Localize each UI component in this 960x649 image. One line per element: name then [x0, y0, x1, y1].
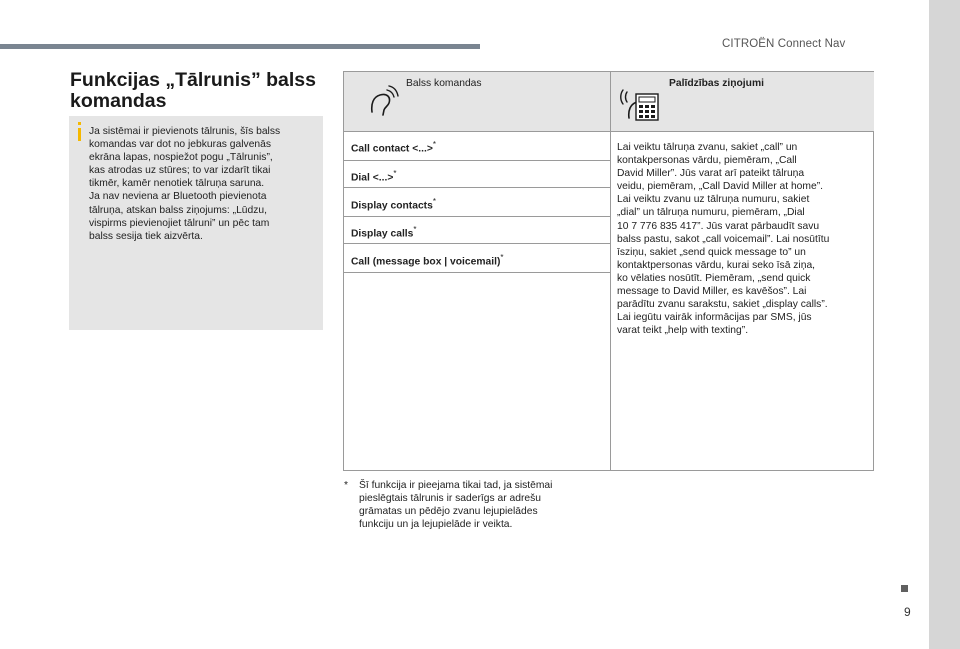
brand-label: CITROËN Connect Nav [722, 38, 846, 50]
command-row [344, 189, 610, 217]
footnote-star: * [344, 480, 349, 491]
table-header-left [344, 72, 610, 131]
voice-command-table [343, 71, 874, 471]
help-message-text: Lai veiktu tālruņa zvanu, sakiet „call” un kontakpersonas vārdu, piemēram, „Call David Miller”. Jūs varat arī pateikt tālruņa veidu, piemēram, „Call David Miller at home”. Lai veiktu zvanu uz tālruņa numuru, sakiet „dial” un tālruņa numuru, piemēram, „Dial 10 7 776 835 417”. Jūs varat pārbaudīt savu balss pastu, sakot „call voicemail”. Lai nosūtītu īsziņu, sakiet „send quick message to” un kontaktpersonas vārdu, kurai seko īsā ziņa, ko vēlaties nosūtīt. Piemēram, „send quick message to David Miller, es kavēšos”. Lai parādītu zvanu sarakstu, sakiet „display calls”. Lai iegūtu vairāk informācijas par SMS, jūs varat teikt „help with texting”. [617, 142, 830, 337]
command-label: Display calls* [351, 225, 417, 240]
info-box [69, 116, 323, 330]
column-divider [610, 72, 611, 470]
command-label: Call (message box | voicemail)* [351, 253, 504, 268]
info-icon [78, 122, 81, 125]
command-label: Call contact <...>* [351, 140, 436, 155]
header-help-messages: Palīdzības ziņojumi [669, 78, 764, 89]
command-row [344, 245, 610, 273]
header-rule [0, 44, 480, 49]
page-marker [901, 585, 908, 592]
section-title: Funkcijas „Tālrunis” balss komandas [70, 69, 316, 112]
header-voice-commands: Balss komandas [406, 78, 482, 89]
command-row [344, 132, 610, 161]
command-row [344, 162, 610, 188]
footnote-text: Šī funkcija ir pieejama tikai tad, ja sistēmai pieslēgtais tālrunis ir saderīgs ar adrešu grāmatas un pēdējo zvanu lejupielādes funkciju un ja lejupielāde ir veikta. [359, 480, 553, 531]
command-label: Display contacts* [351, 197, 436, 212]
page-side-bar [929, 0, 960, 649]
info-icon-bar [78, 128, 81, 141]
command-row [344, 218, 610, 244]
voice-command-icon [366, 84, 400, 118]
help-message-icon [619, 82, 661, 122]
info-text: Ja sistēmai ir pievienots tālrunis, šīs balss komandas var dot no jebkuras galvenās ekrāna lapas, nospiežot pogu „Tālrunis”, kas atrodas uz stūres; to var izdarīt tikai tikmēr, kamēr nenotiek tālruņa saruna. Ja nav neviena ar Bluetooth pievienota tālruņa, atskan balss ziņojums: „Lūdzu, vispirms pievienojiet tālruni” un pēc tam balss sesija tiek aizvērta. [89, 126, 281, 242]
page-number: 9 [904, 605, 911, 619]
command-label: Dial <...>* [351, 169, 397, 184]
